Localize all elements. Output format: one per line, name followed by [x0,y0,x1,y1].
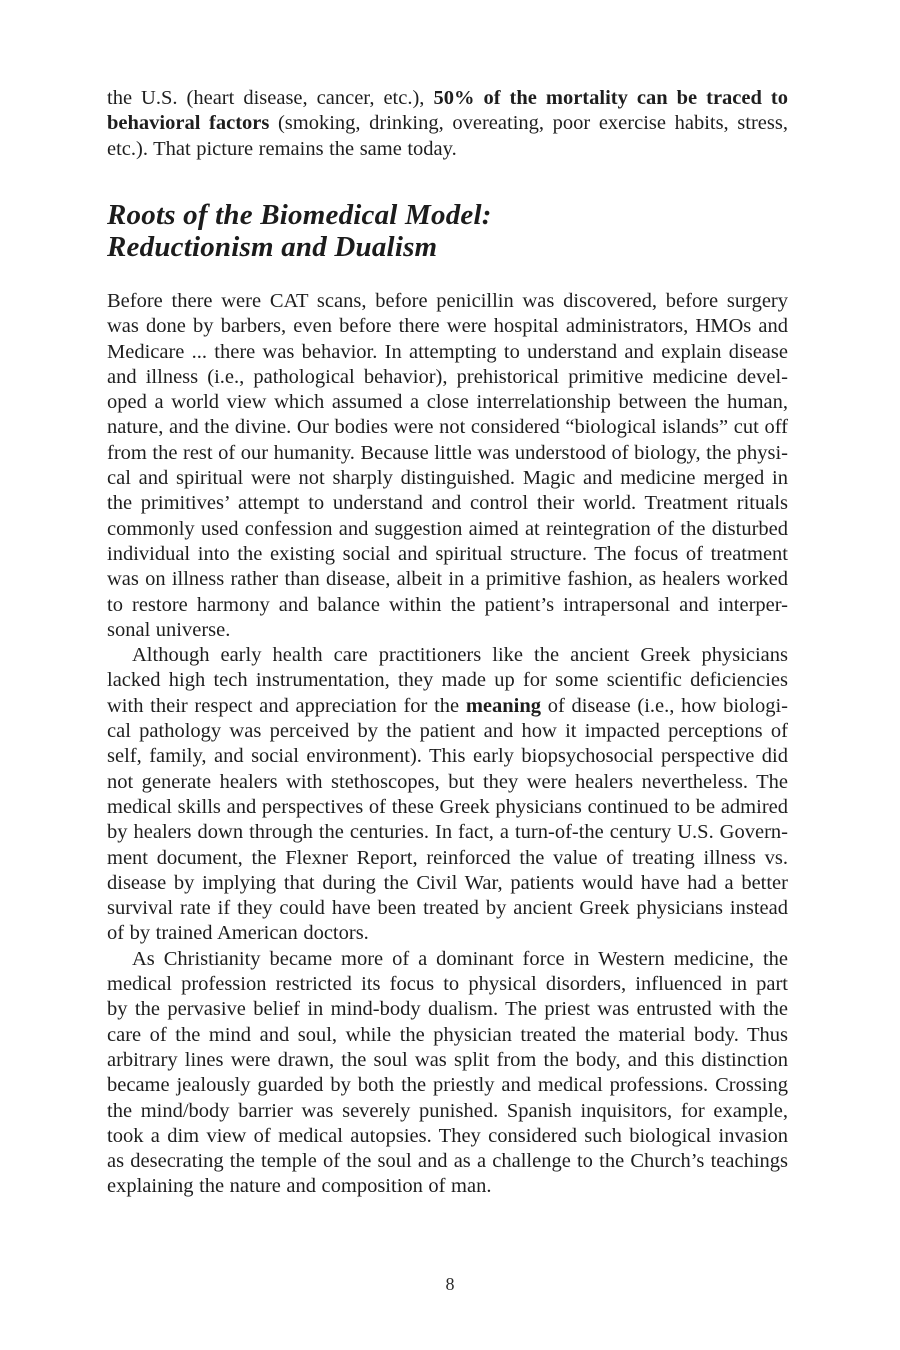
paragraph [107,947,788,1200]
text-segment: medical skills and perspectives of these Greek physicians continued to be admired [107,795,788,818]
text-line [107,997,788,1022]
text-segment: medical profession restricted its focus to physical disorders, influenced in part [107,973,788,996]
text-line [107,365,788,390]
text-segment: from the rest of our humanity. Because little was understood of biology, the physi- [107,441,788,464]
text-line [107,795,788,820]
text-segment: arbitrary lines were drawn, the soul was split from the body, and this distinction [107,1048,788,1071]
text-segment: to restore harmony and balance within the patient’s intrapersonal and interper- [107,593,788,616]
text-segment: individual into the existing social and spiritual structure. The focus of treatment [107,542,788,565]
text-line [107,846,788,871]
text-line [107,86,788,111]
text-line [107,1174,788,1199]
text-line [107,1099,788,1124]
text-line [107,871,788,896]
text-line [107,618,788,643]
text-line [107,694,788,719]
text-segment: was on illness rather than disease, albeit in a primitive fashion, as healers worked [107,568,788,591]
text-line [107,972,788,997]
text-segment: cal pathology was perceived by the patient and how it impacted perceptions of [107,720,788,743]
text-line [107,340,788,365]
text-segment: ment document, the Flexner Report, reinforced the value of treating illness vs. [107,846,788,869]
text-segment: sonal universe. [107,618,231,641]
text-line [107,896,788,921]
text-segment: was done by barbers, even before there were hospital administrators, HMOs and [107,315,788,338]
text-line [107,289,788,314]
text-line [107,390,788,415]
text-segment: and illness (i.e., pathological behavior), prehistorical primitive medicine devel- [107,365,788,388]
text-segment: Although early health care practitioners like the ancient Greek physicians [132,644,788,667]
paragraph [107,643,788,947]
text-line [107,1048,788,1073]
text-segment: survival rate if they could have been treated by ancient Greek physicians instead [107,897,788,920]
text-segment: not generate healers with stethoscopes, but they were healers nevertheless. The [107,770,788,793]
text-line [107,314,788,339]
text-line [107,947,788,972]
text-line [107,668,788,693]
text-line [107,137,788,162]
text-segment: became jealously guarded by both the priestly and medical professions. Crossing [107,1074,788,1097]
text-line [107,1124,788,1149]
text-line [107,1149,788,1174]
text-line [107,770,788,795]
bold-text-segment: meaning [465,694,541,717]
section-heading-line-1: Roots of the Biomedical Model: [107,199,492,231]
text-segment: the U.S. (heart disease, cancer, etc.), [107,87,434,109]
text-segment: took a dim view of medical autopsies. They considered such biological invasion [107,1124,788,1147]
text-line [107,491,788,516]
text-segment: cal and spiritual were not sharply distinguished. Magic and medicine merged in [107,467,788,490]
intro-paragraph-container [107,86,788,162]
text-segment: as desecrating the temple of the soul and as a challenge to the Church’s teachings [107,1150,788,1173]
text-segment: self, family, and social environment). This early biopsychosocial perspective did [107,745,788,768]
text-line [107,719,788,744]
text-line [107,1023,788,1048]
text-segment: of by trained American doctors. [107,922,369,945]
text-segment: by the pervasive belief in mind-body dualism. The priest was entrusted with the [107,998,788,1021]
text-line [107,744,788,769]
text-line [107,466,788,491]
text-line [107,1073,788,1098]
text-segment: nature, and the divine. Our bodies were not considered “biological islands” cut off [107,416,788,439]
bold-text-segment: behavioral factors [107,112,270,135]
text-segment: with their respect and appreciation for the [107,694,466,717]
text-line [107,542,788,567]
text-line [107,643,788,668]
text-segment: Medicare ... there was behavior. In attempting to understand and explain disease [107,340,788,363]
text-segment: by healers down through the centuries. In fact, a turn-of-the century U.S. Govern- [107,821,788,844]
text-segment: Before there were CAT scans, before penicillin was discovered, before surgery [107,290,788,312]
text-segment: oped a world view which assumed a close interrelationship between the human, [107,391,788,414]
text-line [107,820,788,845]
text-line [107,921,788,946]
text-segment: disease by implying that during the Civil War, patients would have had a better [107,871,788,894]
section-heading [107,199,788,263]
text-line [107,441,788,466]
text-segment: explaining the nature and composition of man. [107,1175,492,1198]
text-segment: the primitives’ attempt to understand and control their world. Treatment rituals [107,492,788,515]
paragraph [107,86,788,162]
paragraph [107,289,788,643]
text-segment: etc.). That picture remains the same today. [107,137,457,160]
body-paragraphs-container [107,289,788,1200]
text-line [107,567,788,592]
bold-text-segment: 50% of the mortality can be traced to [433,87,788,109]
text-segment: care of the mind and soul, while the physician treated the material body. Thus [107,1023,788,1046]
text-line [107,593,788,618]
text-segment: the mind/body barrier was severely punished. Spanish inquisitors, for example, [107,1099,788,1122]
text-segment: As Christianity became more of a dominant force in Western medicine, the [132,947,788,970]
text-segment: (smoking, drinking, overeating, poor exercise habits, stress, [269,112,788,135]
text-line [107,111,788,136]
page-number: 8 [445,1274,455,1294]
section-heading-line-2: Reductionism and Dualism [107,231,438,263]
text-segment: of disease (i.e., how biologi- [541,694,788,717]
text-segment: commonly used confession and suggestion aimed at reintegration of the disturbed [107,517,788,540]
text-line [107,415,788,440]
text-line [107,517,788,542]
text-segment: lacked high tech instrumentation, they made up for some scientific deficiencies [107,669,788,692]
